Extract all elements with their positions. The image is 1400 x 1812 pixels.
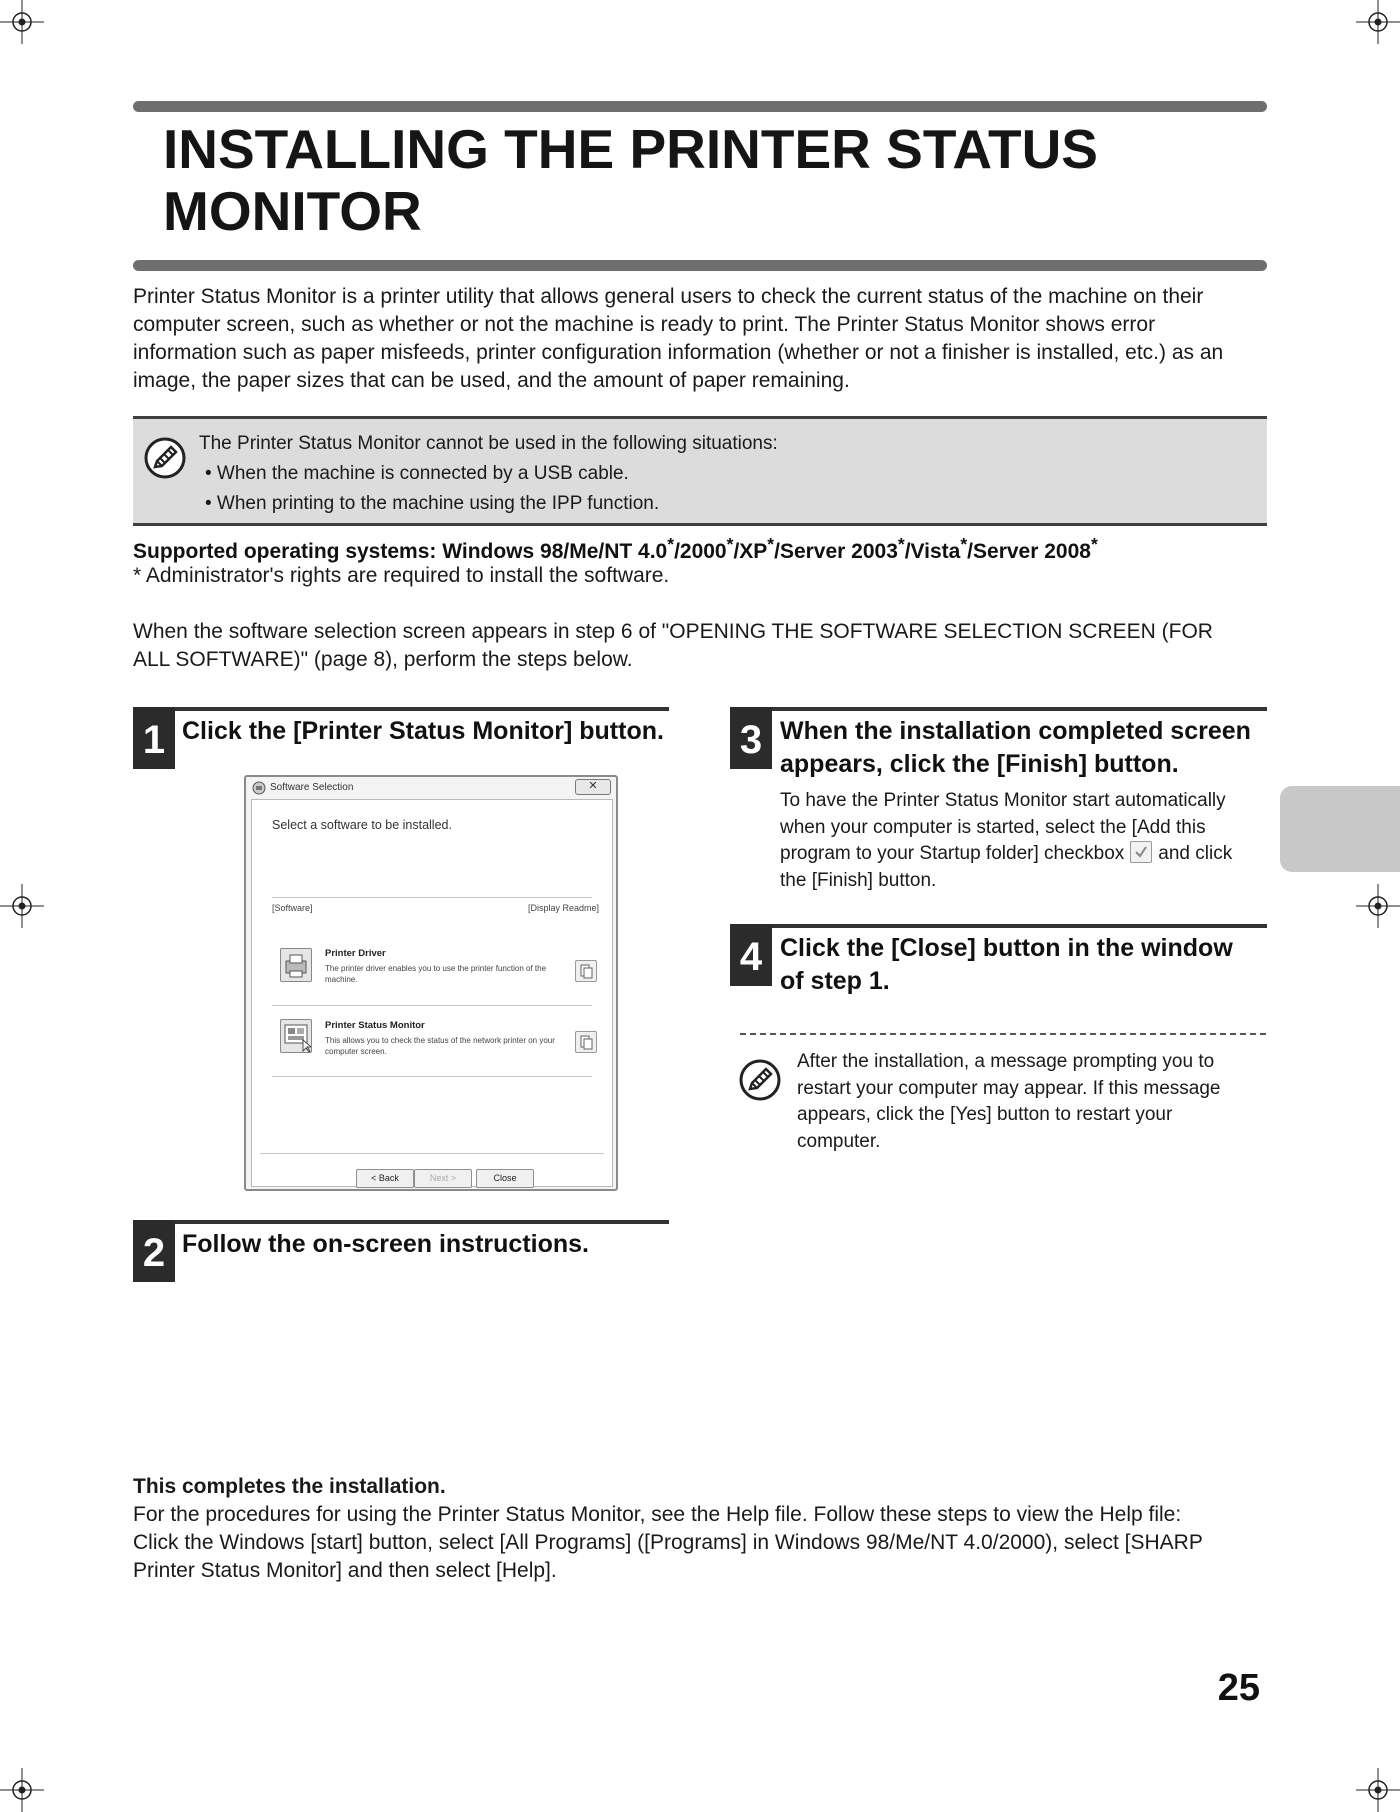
registration-mark-icon — [1356, 1768, 1400, 1812]
asterisk: * — [767, 534, 775, 554]
chapter-tab — [1280, 786, 1400, 872]
next-button[interactable]: Next > — [414, 1169, 472, 1188]
os-item: /Vista — [904, 540, 961, 563]
step-rule — [730, 924, 1267, 928]
checkbox-icon — [1130, 841, 1152, 863]
procedure-intro-line: ALL SOFTWARE)" (page 8), perform the steps below. — [133, 648, 633, 671]
dialog-titlebar — [246, 777, 616, 799]
dialog-prompt: Select a software to be installed. — [272, 818, 452, 832]
step-rule — [133, 707, 669, 711]
step-3-body — [780, 788, 1232, 894]
supported-os — [133, 534, 1098, 564]
pencil-note-icon — [738, 1058, 782, 1102]
restart-note — [797, 1049, 1220, 1155]
readme-button[interactable] — [575, 1031, 597, 1053]
step-body-text: and click — [1158, 843, 1233, 864]
intro-line: Printer Status Monitor is a printer utility that allows general users to check the current status of the machine on their — [133, 285, 1204, 308]
step-title-line: of step 1. — [780, 967, 890, 995]
step-title-line: appears, click the [Finish] button. — [780, 750, 1179, 778]
note-line: computer. — [797, 1130, 881, 1152]
step-number: 3 — [730, 707, 772, 769]
page-title — [163, 118, 1263, 242]
note-line: After the installation, a message prompting you to — [797, 1051, 1215, 1072]
divider — [272, 1076, 592, 1077]
divider — [260, 1153, 604, 1154]
dialog-body — [251, 799, 613, 1187]
dialog-close-button[interactable]: ✕ — [575, 779, 611, 795]
column-readme: [Display Readme] — [528, 903, 600, 913]
registration-mark-icon — [0, 1768, 44, 1812]
step-title: Follow the on-screen instructions. — [182, 1230, 589, 1258]
registration-mark-icon — [1356, 884, 1400, 928]
step-body-line: when your computer is started, select the [Add this — [780, 816, 1206, 838]
step-number: 2 — [133, 1220, 175, 1282]
os-item: /Server 2008 — [967, 540, 1091, 563]
note-line: appears, click the [Yes] button to restart your — [797, 1104, 1173, 1125]
procedure-intro-line: When the software selection screen appears in step 6 of "OPENING THE SOFTWARE SELECTION SCREEN (FOR — [133, 620, 1213, 643]
note-box — [133, 416, 1267, 526]
asterisk: * — [667, 534, 675, 554]
step-title: Click the [Printer Status Monitor] button. — [182, 717, 664, 745]
completion-heading: This completes the installation. — [133, 1475, 446, 1498]
page-number: 25 — [1217, 1667, 1260, 1709]
step-body-text: program to your Startup folder] checkbox — [780, 843, 1125, 864]
page-title-line1: INSTALLING THE PRINTER STATUS — [163, 118, 1098, 180]
dialog-title: Software Selection — [270, 782, 354, 793]
title-bottom-rule — [133, 260, 1267, 271]
intro-line: computer screen, such as whether or not the machine is ready to print. The Printer Status Monitor shows error — [133, 313, 1156, 336]
note-line: restart your computer may appear. If this message — [797, 1077, 1221, 1099]
title-top-rule — [133, 101, 1267, 112]
os-item: /Server 2003 — [774, 540, 898, 563]
note-bullet: • When the machine is connected by a USB cable. — [205, 463, 629, 484]
procedure-intro — [133, 618, 1273, 674]
intro-paragraph — [133, 283, 1273, 395]
step-number: 1 — [133, 707, 175, 769]
page-title-line2: MONITOR — [163, 180, 422, 242]
step-title — [780, 932, 1270, 998]
step-title-line: Click the [Close] button in the window — [780, 934, 1233, 962]
registration-mark-icon — [1356, 0, 1400, 44]
asterisk: * — [1090, 534, 1098, 554]
divider — [272, 1005, 592, 1006]
step-title-line: When the installation completed screen — [780, 717, 1251, 745]
app-icon — [252, 781, 266, 795]
close-button[interactable]: Close — [476, 1169, 534, 1188]
intro-line: information such as paper misfeeds, printer configuration information (whether or not a finisher is installed, etc.) as an — [133, 341, 1224, 364]
completion-line: Printer Status Monitor] and then select [Help]. — [133, 1559, 557, 1582]
printer-driver-button[interactable] — [280, 948, 312, 982]
completion-line: For the procedures for using the Printer Status Monitor, see the Help file. Follow these steps to view the Help file: — [133, 1503, 1182, 1526]
printer-driver-desc: The printer driver enables you to use the printer function of the machine. — [325, 964, 547, 984]
step-body-line — [780, 841, 1232, 868]
dashed-divider — [740, 1033, 1266, 1035]
os-item: /XP — [733, 540, 768, 563]
readme-button[interactable] — [575, 960, 597, 982]
printer-status-monitor-desc: This allows you to check the status of the network printer on your computer screen. — [325, 1036, 555, 1056]
pencil-note-icon — [143, 436, 187, 480]
printer-status-monitor-button[interactable] — [280, 1019, 312, 1053]
column-software: [Software] — [272, 903, 313, 913]
printer-status-monitor-name: Printer Status Monitor — [325, 1020, 425, 1031]
supported-os-label: Supported operating systems: Windows 98/Me/NT 4.0 — [133, 540, 668, 563]
registration-mark-icon — [0, 0, 44, 44]
step-rule — [133, 1220, 669, 1224]
software-selection-dialog — [244, 775, 618, 1191]
back-button[interactable]: < Back — [356, 1169, 414, 1188]
asterisk: * — [960, 534, 968, 554]
asterisk: * — [726, 534, 734, 554]
step-title — [780, 715, 1270, 781]
admin-footnote: * Administrator's rights are required to install the software. — [133, 564, 670, 587]
note-bullet: • When printing to the machine using the IPP function. — [205, 493, 660, 514]
divider — [272, 897, 592, 898]
os-item: /2000 — [674, 540, 727, 563]
step-number: 4 — [730, 924, 772, 986]
step-body-line: To have the Printer Status Monitor start automatically — [780, 790, 1226, 811]
note-lead: The Printer Status Monitor cannot be used in the following situations: — [199, 433, 778, 454]
asterisk: * — [897, 534, 905, 554]
printer-driver-name: Printer Driver — [325, 948, 386, 959]
completion-section — [133, 1473, 1273, 1585]
step-rule — [730, 707, 1267, 711]
completion-line: Click the Windows [start] button, select [All Programs] ([Programs] in Windows 98/Me/NT 4.0/2000), select [SHARP — [133, 1531, 1203, 1554]
registration-mark-icon — [0, 884, 44, 928]
intro-line: image, the paper sizes that can be used, and the amount of paper remaining. — [133, 369, 850, 392]
step-body-line: the [Finish] button. — [780, 869, 937, 891]
